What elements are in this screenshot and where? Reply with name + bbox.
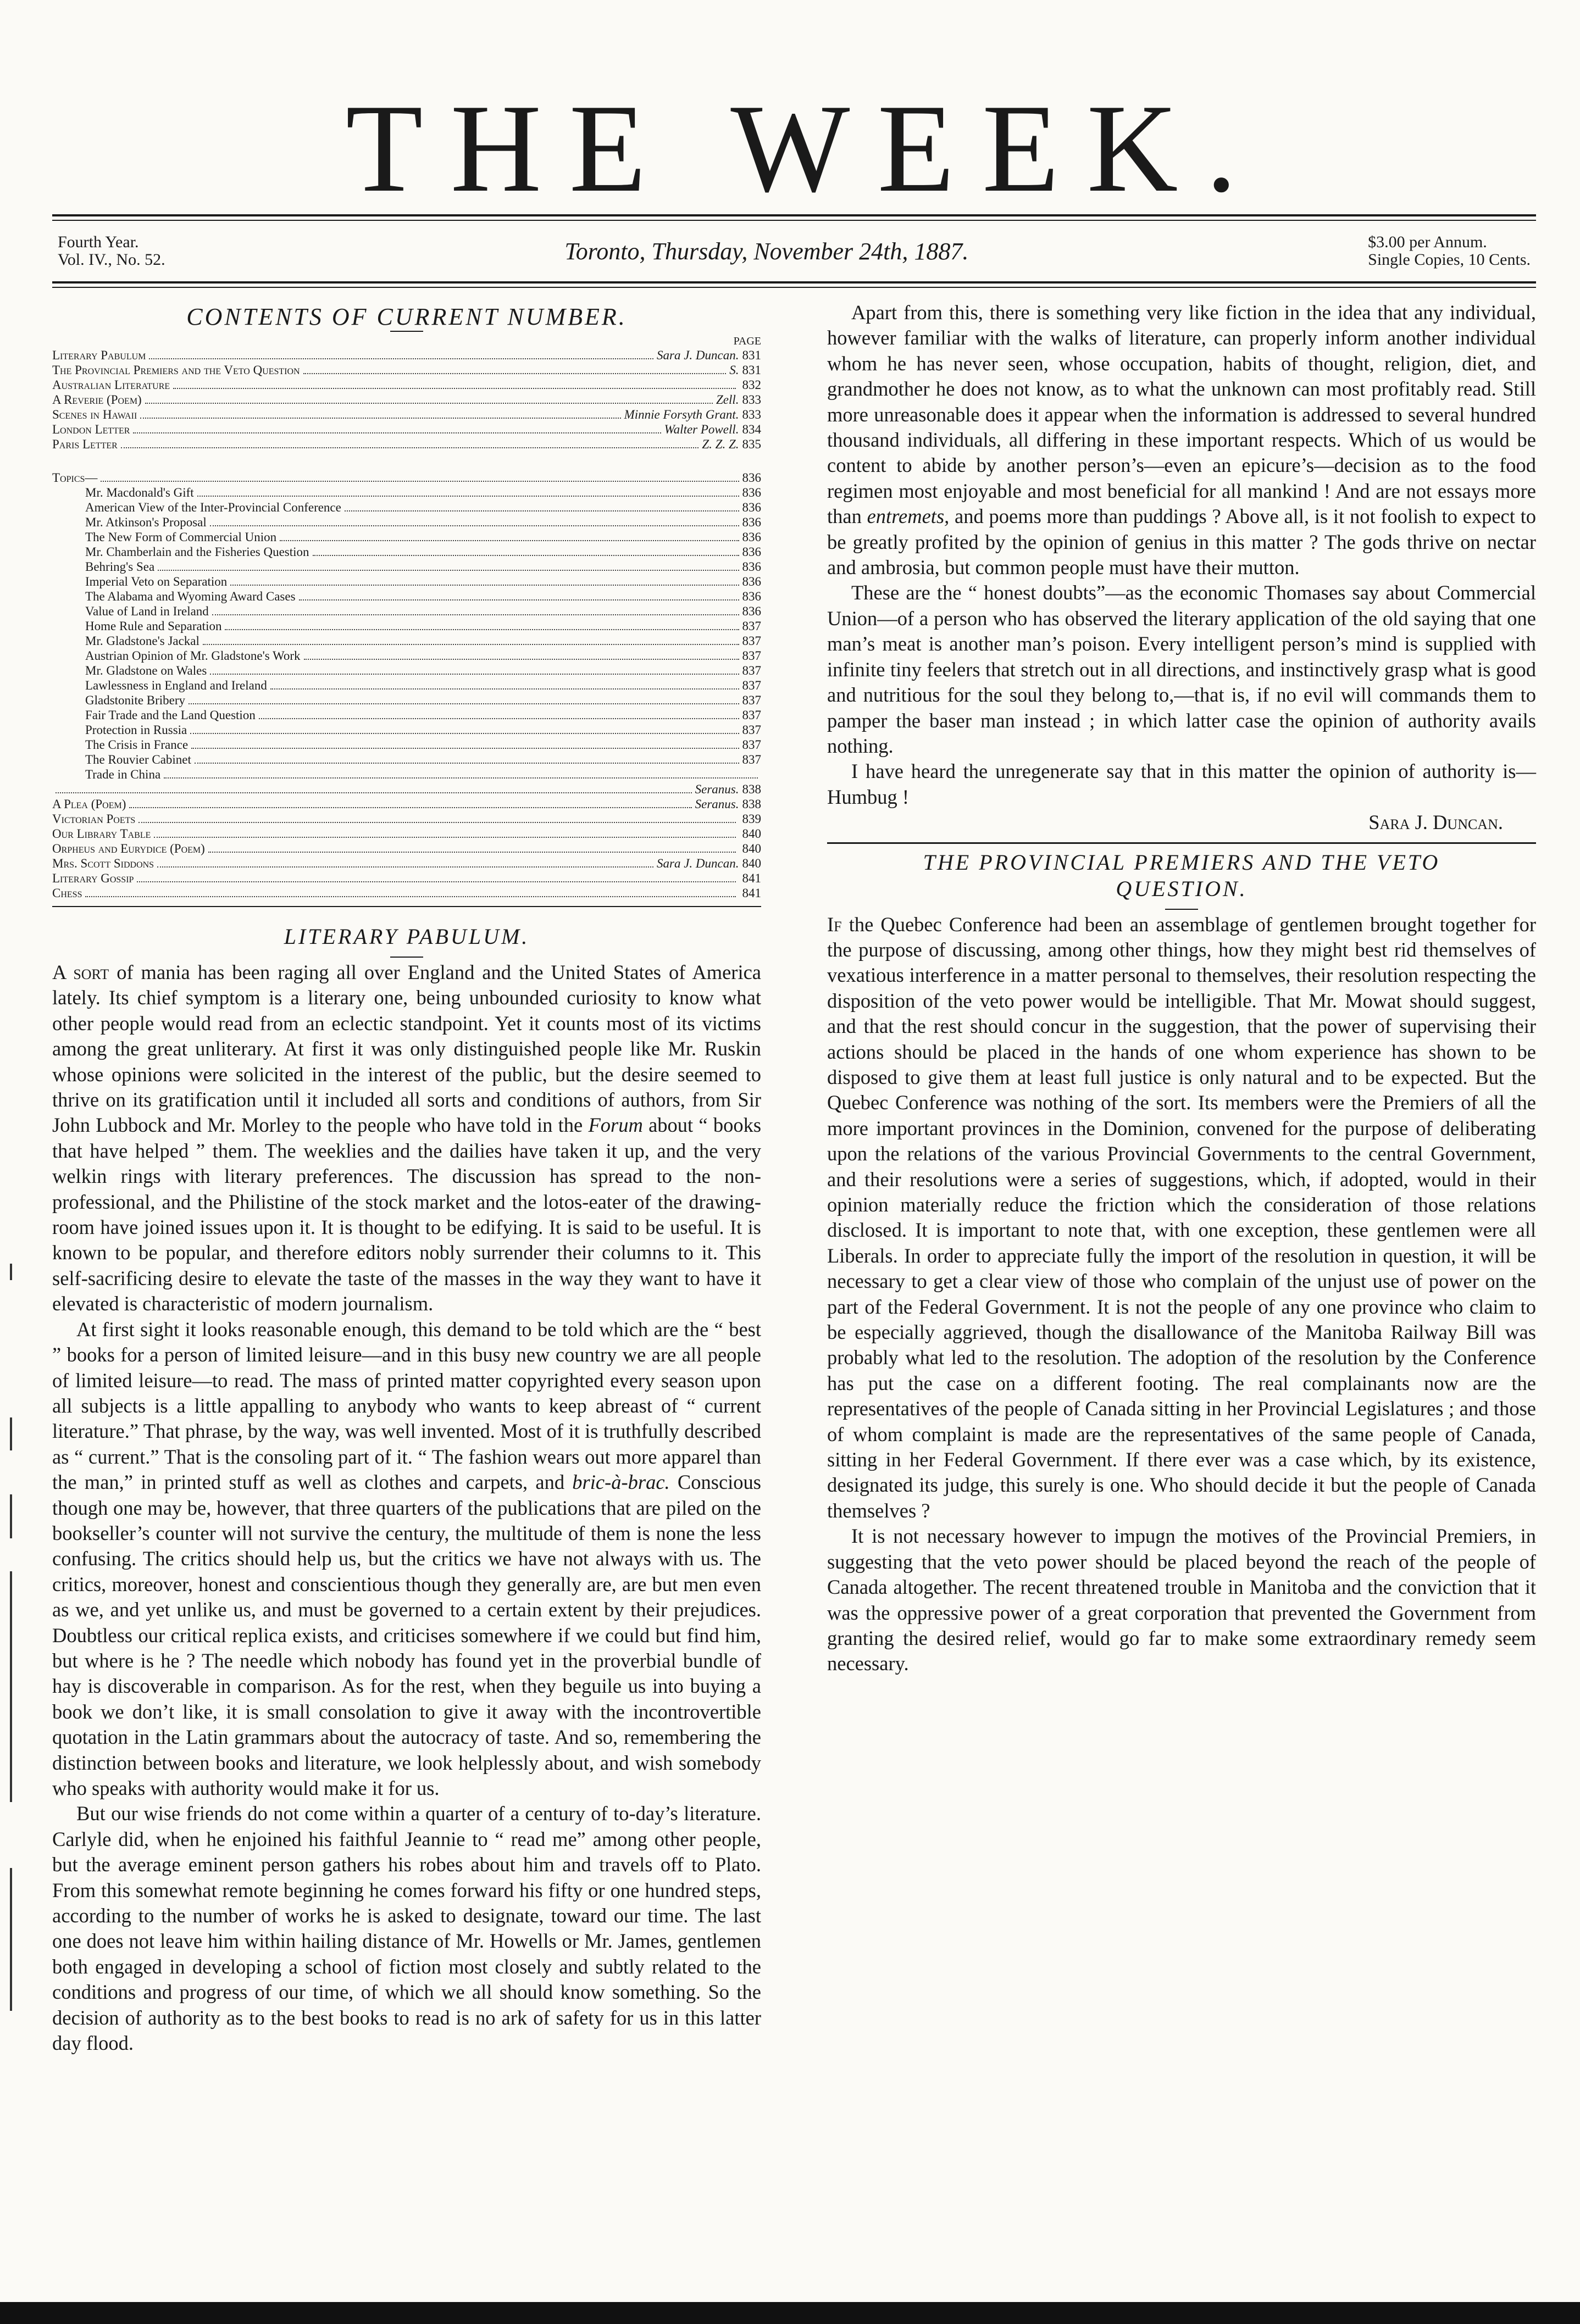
newspaper-page [52,78,1537,2302]
contents-entry: Mrs. Scott Siddons Sara J. Duncan. 840 [52,857,761,870]
dateline: Toronto, Thursday, November 24th, 1887. [564,237,969,265]
contents-bottom-rule [52,906,761,907]
issue-volume-info [58,233,165,269]
contents-entry: The Alabama and Wyoming Award Cases 836 [85,590,761,603]
contents-list [52,348,761,452]
masthead-title: THE WEEK. [345,78,1265,218]
article-paragraph: Apart from this, there is something very like fiction in the idea that any individual, however familiar with the walks of literature, can properly inform another individual whom he has never seen, whose occupation, habits of thought, religion, diet, and grandmother he does not know, as to what the unknown can most profitably read. Still more unreasonable does it appear when the information is addressed to several hundred thousand individuals, all differing in these important respects. Which of us would be content to abide by another person’s—even an epicure’s—decision as to the food regimen most enjoyable and most beneficial for all mankind ! And are not essays more than entremets, and poems more than puddings ? Above all, is it not foolish to expect to be greatly profited by the opinion of genius in this matter ? The gods thrive on nectar and ambrosia, but common people must have their mutton. [827,301,1537,579]
contents-entry: The Provincial Premiers and the Veto Question S. 831 [52,363,761,377]
article-signature [827,810,1536,835]
article-paragraph: It is not necessary however to impugn the motives of the Provincial Premiers, in suggesting that the veto power should be placed beyond the reach of the people of Canada altogether. The recent threatened trouble in Manitoba and the conviction that it was the oppressive power of a great corporation that prevented the Government from granting the desired relief, would go far to make some extraordinary remedy seem necessary. [827,1525,1536,1675]
right-column [827,300,1536,2056]
contents-entry: Gladstonite Bribery 837 [85,693,761,707]
topics-author-line: Seranus. 838 [52,782,761,797]
contents-entry: London Letter Walter Powell. 834 [52,422,761,436]
contents-entry: Mr. Macdonald's Gift 836 [85,486,761,499]
issue-volume: Vol. IV., No. 52. [58,251,165,269]
contents-entry: Protection in Russia 837 [85,723,761,737]
contents-entry: Literary Gossip 841 [52,871,761,885]
contents-entry: The New Form of Commercial Union 836 [85,530,761,544]
article-title-rule [1165,909,1198,910]
contents-entry: Trade in China [52,767,761,782]
contents-entry: The Rouvier Cabinet 837 [85,753,761,766]
contents-entry: American View of the Inter-Provincial Conference 836 [85,501,761,514]
contents-entry: Australian Literature 832 [52,378,761,392]
contents-entry: Mr. Gladstone's Jackal 837 [85,634,761,648]
columns [52,300,1536,2056]
article-paragraph: I have heard the unregenerate say that in this matter the opinion of authority is—Humbug ! [827,760,1536,808]
article-paragraph: A sort of mania has been raging all over England and the United States of America lately. Its chief symptom is a literary one, being unbounded curiosity to know what other people would read from an eclectic standpoint. Yet it counts most of its victims among the great unliterary. At first it was only distinguished people like Mr. Ruskin whose opinions were solicited in the interest of the public, but the desire seemed to thrive on its gratification until it included all sorts and conditions of authors, from Sir John Lubbock and Mr. Morley to the people who have told in the Forum about “ books that have helped ” them. The weeklies and the dailies have taken it up, and the very welkin rings with literary preferences. The discussion has spread to the non-professional, and the Philistine of the stock market and the lotos-eater of the drawing-room have joined issues upon it. It is thought to be edifying. It is said to be useful. It is known to be popular, and therefore editors nobly surrender their columns to it. This self-sacrificing desire to elevate the taste of the masses in the way they want to have it elevated is characteristic of modern journalism. [52,961,762,1315]
contents-entry: Mr. Gladstone on Wales 837 [85,664,761,677]
contents-entry: The Crisis in France 837 [85,738,761,752]
author-signature: Sara J. Duncan. [1368,811,1503,834]
contents-entry: Victorian Poets 839 [52,812,761,826]
contents-entry: A Reverie (Poem) Zell. 833 [52,393,761,407]
drop-words: If [827,913,842,936]
price-info [1368,233,1531,269]
article-title-veto-question: THE PROVINCIAL PREMIERS AND THE VETO QUESTION. [923,849,1440,901]
single-copy-price: Single Copies, 10 Cents. [1368,251,1531,269]
left-column [52,300,761,2056]
contents-entry: Fair Trade and the Land Question 837 [85,708,761,722]
contents-title: CONTENTS OF CURRENT NUMBER. [186,303,627,330]
article-paragraph: These are the “ honest doubts”—as the economic Thomases say about Commercial Union—of a person who has observed the literary application of the old saying that one man’s meat is another man’s poison. Every intelligent person’s mind is supplied with infinite tiny feelers that stretch out in all directions, and instinctively grasp what is good and nutritious for the soul they belong to,—that is, if no evil will commands them to pamper the baser man instead ; in which latter case the opinion of authority avails nothing. [827,581,1536,757]
topics-heading: Topics— 836 [52,471,761,485]
contents-entry: Chess 841 [52,886,761,900]
margin-marks [0,1264,22,2088]
contents-entry: Mr. Chamberlain and the Fisheries Question 836 [85,545,761,559]
contents-entry: Paris Letter Z. Z. Z. 835 [52,437,761,451]
article-paragraph: But our wise friends do not come within a quarter of a century of to-day’s literature. Carlyle did, when he enjoined his faithful Jeannie to “ read me” among other people, but the average eminent person gathers his robes about him and travels off to Plato. From this somewhat remote beginning he comes forward his fifty or one hundred steps, according to the number of works he is asked to designate, toward our time. The last one does not leave him within hailing distance of Mr. Howells or Mr. James, gentlemen both engaged in developing a school of fiction most closely and subtly related to the conditions and progress of our time, of which we all should know something. So the decision of authority as to the best books to read is no ark of safety for us in this latter day flood. [52,1802,761,2055]
contents-entry: Our Library Table 840 [52,827,761,841]
contents-title-rule [390,331,423,332]
issue-year: Fourth Year. [58,233,139,251]
article-title-literary-pabulum: LITERARY PABULUM. [284,924,530,949]
contents-entry: Mr. Atkinson's Proposal 836 [85,515,761,529]
info-bar-rule [52,281,1536,288]
contents-entry: Lawlessness in England and Ireland 837 [85,679,761,692]
article-divider [827,842,1536,844]
annual-price: $3.00 per Annum. [1368,233,1487,251]
contents-entry: Value of Land in Ireland 836 [85,604,761,618]
contents-entry: Scenes in Hawaii Minnie Forsyth Grant. 833 [52,408,761,421]
page-bottom-edge [0,2302,1580,2324]
drop-words: A sort [52,961,109,983]
topics-list [52,470,761,797]
contents-entry: Behring's Sea 836 [85,560,761,574]
contents-entry: Austrian Opinion of Mr. Gladstone's Work 837 [85,649,761,663]
contents-entry: Literary Pabulum Sara J. Duncan. 831 [52,348,761,362]
article-paragraph: At first sight it looks reasonable enough, this demand to be told which are the “ best ” books for a person of limited leisure—and in this busy new country we are all people of limited leisure—to read. The mass of printed matter copyrighted every season upon all subjects is a little appalling to anybody who wants to keep abreast of “ current literature.” That phrase, by the way, was well invented. Most of it is truthfully described as “ current.” That is the consoling part of it. “ The fashion wears out more apparel than the man,” in printed stuff as well as clothes and carpets, and bric-à-brac. Conscious though one may be, however, that three quarters of the publications that are piled on the bookseller’s counter will not survive the century, the multitude of them is none the less confusing. The critics should help us, but the critics we have not always with us. The critics, moreover, honest and conscientious though they generally are, are but men even as we, and yet unlike us, and must be governed to a certain extent by their prejudices. Doubtless our critical replica exists, and criticises somewhere if we could but find him, but where is he ? The needle which nobody has found yet in the proverbial bundle of hay is discoverable in comparison. As for the rest, when they beguile us into buying a book we don’t like, it is small consolation to give it away with the incontrovertible quotation in the Latin grammars about the autocracy of taste. And so, remembering the distinction between books and literature, we look helplessly about, and wish somebody who speaks with authority would make it for us. [52,1317,762,1799]
contents-entry: A Plea (Poem) Seranus. 838 [52,797,761,811]
issue-info-bar [52,221,1536,281]
masthead [52,78,1536,218]
contents-entry: Imperial Veto on Separation 836 [85,575,761,588]
contents-page-label: PAGE [733,335,761,347]
contents-entry: Orpheus and Eurydice (Poem) 840 [52,842,761,855]
article-paragraph: If the Quebec Conference had been an assemblage of gentlemen brought together for the purpose of discussing, among other things, how they might best rid themselves of vexatious interference in a matter personal to themselves, their resolution respecting the disposition of the veto power would be intelligible. That Mr. Mowat should suggest, and that the rest should concur in the suggestion, that the power of supervising their actions should be placed in the hands of one whom experience has shown to be disposed to give them at least full justice is only natural and to be expected. But the Quebec Conference was nothing of the sort. Its members were the Premiers of all the more important provinces in the Dominion, convened for the purpose of deliberating upon the relations of the various Provincial Governments to the central Government, and their resolutions were a series of suggestions, which, if adopted, would in their opinion materially reduce the friction which the consideration of those relations disclosed. It is important to note that, with one exception, these gentlemen were all Liberals. In order to appreciate fully the import of the resolution in question, it will be necessary to get a clear view of those who complain of the unjust use of power on the part of the Federal Government. It is not the people of any one province who claim to be especially aggrieved, though the disallowance of the Manitoba Railway Bill was probably what led to the resolution. The adoption of the resolution by the Conference has put the case on a different footing. The real complainants now are the representatives of the people of Canada sitting in her Provincial Legislatures ; and those of whom complaint is made are the representatives of the same people of Canada, sitting in her Federal Government. If there ever was a case which, by its existence, designated its judge, this surely is one. Who should decide it but the people of Canada themselves ? [827,913,1536,1522]
contents-entry: Home Rule and Separation 837 [85,619,761,633]
contents-list-continued [52,797,761,900]
article-title-rule [390,957,423,958]
contents-section [52,303,761,907]
